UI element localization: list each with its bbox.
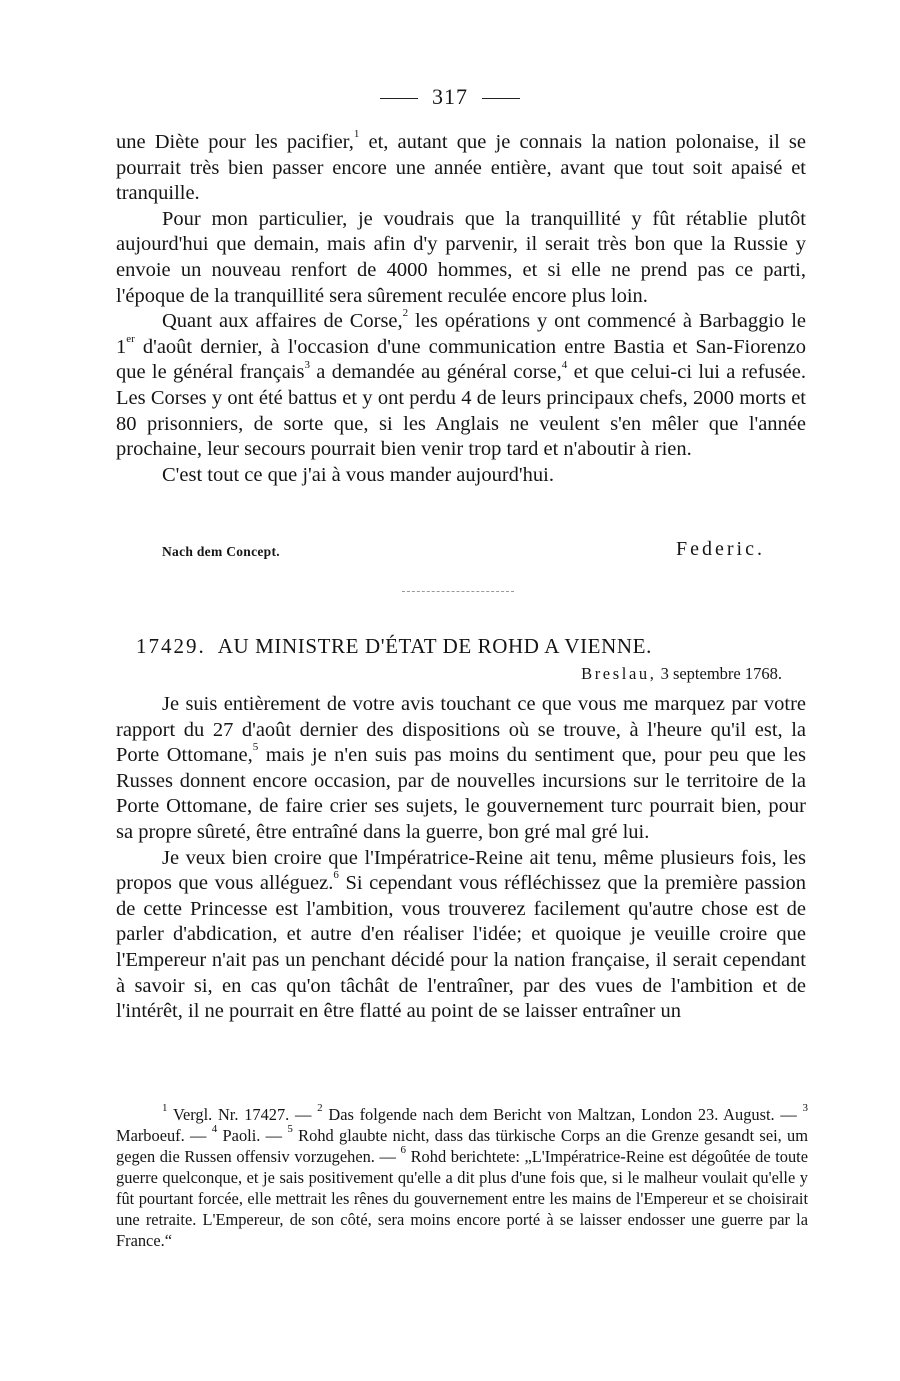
letter-1-closing	[116, 538, 806, 568]
footnotes	[116, 1101, 808, 1251]
dateline-date: 3 septembre 1768.	[660, 664, 782, 683]
signature: Federic.	[676, 538, 765, 560]
footnote-marker: 3	[304, 358, 310, 371]
footnote-text: Paoli. —	[217, 1126, 288, 1145]
letter-1-paragraph	[116, 463, 806, 489]
text-run: Si cependant vous réfléchissez que la première passion de cette Princesse est l'ambition, vous trouverez facilement qu'autre chose est de parler d'abdication, et autre d'en réaliser l'idée; et quoique je veuille croire que l'Empereur n'ait pas un penchant décidé pour la nation française, il serait cependant à savoir si, en cas qu'on tâchât de l'entraîner, par des vues de l'ambition et de l'intérêt, il ne pourrait en être flatté au point de se laisser entraîner un	[116, 872, 806, 1023]
footnote-number: 4	[211, 1122, 218, 1135]
text-run: Quant aux affaires de Corse,	[162, 310, 403, 333]
footnote-text: Vergl. Nr. 17427. —	[167, 1105, 318, 1124]
letter-2-paragraph	[116, 846, 806, 1025]
text-run: Je suis entièrement de votre avis touchant ce que vous me marquez par votre rapport du 27 d'août dernier des dispositions où se trouve, à l'heure qu'il est, la Porte Ottomane,	[116, 693, 806, 767]
text-run: a demandée au général corse,	[310, 361, 562, 384]
footnote-text: Das folgende nach dem Bericht von Maltzan, London 23. August. —	[322, 1105, 803, 1124]
dateline	[581, 664, 782, 684]
text-run: une Diète pour les pacifier,	[116, 131, 354, 153]
text-run: d'août dernier, à l'occasion d'une communication entre Bastia et San-Fiorenzo que le général français	[116, 335, 806, 384]
letter-1-paragraph	[116, 309, 806, 463]
header-dash-left	[380, 98, 418, 99]
letter-1-paragraph	[116, 130, 806, 207]
letter-1-paragraph	[116, 207, 806, 309]
footnote-text: Rohd berichtete: „L'Impératrice-Reine est dégoûtée de toute guerre quelconque, et je sais positivement qu'elle a dit plus d'une fois que, si le malheur voulait qu'elle y fût pourtant forcée, elle mettrait les rênes du gouvernement entre les mains de l'Empereur et se choisirait une retraite. L'Empereur, de son côté, sera moins encore porté à se laisser endosser une guerre par la France.“	[116, 1147, 808, 1250]
footnote-marker: 6	[333, 869, 339, 882]
footnote-number: 2	[317, 1101, 323, 1114]
letter-2-body	[116, 692, 806, 1025]
letter-number: 17429.	[136, 634, 206, 658]
letter-title: AU MINISTRE D'ÉTAT DE ROHD A VIENNE.	[217, 634, 652, 658]
text-run: et que celui-ci lui a refusée. Les Corses y ont été battus et y ont perdu 4 de leurs principaux chefs, 2000 morts et 80 prisonniers, de sorte que, si les Anglais ne veulent s'en mêler que l'année prochaine, leur secours pourrait bien venir trop tard et n'aboutir à rien.	[116, 361, 806, 461]
footnote-marker: 5	[252, 741, 259, 754]
running-head	[0, 84, 900, 110]
footnote-marker: er	[126, 332, 135, 345]
text-run: Pour mon particulier, je voudrais que la tranquillité y fût rétablie plutôt aujourd'hui que demain, mais afin d'y parvenir, il serait très bon que la Russie y envoie un nouveau renfort de 4000 hommes, et si elle ne prend pas ce parti, l'époque de la tranquillité sera sûrement reculée encore plus loin.	[116, 207, 806, 307]
text-run: mais je n'en suis pas moins du sentiment que, pour peu que les Russes donnent encore occasion, par de nouvelles incursions sur le territoire de la Porte Ottomane, de faire crier ses sujets, le gouvernement turc pourrait bien, pour sa propre sûreté, être entraîné dans la guerre, bon gré mal gré lui.	[116, 744, 806, 843]
text-run: C'est tout ce que j'ai à vous mander aujourd'hui.	[162, 463, 554, 486]
footnote-marker: 1	[353, 128, 360, 141]
letter-2-paragraph	[116, 692, 806, 846]
footnote-marker: 4	[561, 358, 568, 371]
dateline-place: Breslau,	[581, 664, 657, 683]
section-separator	[402, 591, 514, 592]
letter-2-heading	[136, 634, 652, 659]
letter-1-body	[116, 130, 806, 488]
footnote-number: 3	[802, 1101, 808, 1114]
header-dash-right	[482, 98, 520, 99]
text-run: les opérations y ont commencé à Barbaggio le 1	[116, 310, 806, 358]
page-number: 317	[432, 84, 468, 109]
source-note: Nach dem Concept.	[162, 544, 280, 559]
text-run: Je veux bien croire que l'Impératrice-Reine ait tenu, même plusieurs fois, les propos que vous alléguez.	[116, 846, 806, 895]
footnote-number: 5	[287, 1122, 293, 1135]
text-run: et, autant que je connais la nation polonaise, il se pourrait très bien passer encore une année entière, avant que tout soit apaisé et tranquille.	[116, 131, 806, 205]
footnote-number: 1	[162, 1101, 168, 1114]
footnote-number: 6	[400, 1143, 407, 1156]
footnote-text: Marboeuf. —	[116, 1126, 212, 1145]
footnote-text: Rohd glaubte nicht, dass das türkische Corps an die Grenze gesandt sei, um gegen die Russen offensiv vorzugehen. —	[116, 1126, 808, 1166]
footnote-marker: 2	[402, 307, 409, 320]
